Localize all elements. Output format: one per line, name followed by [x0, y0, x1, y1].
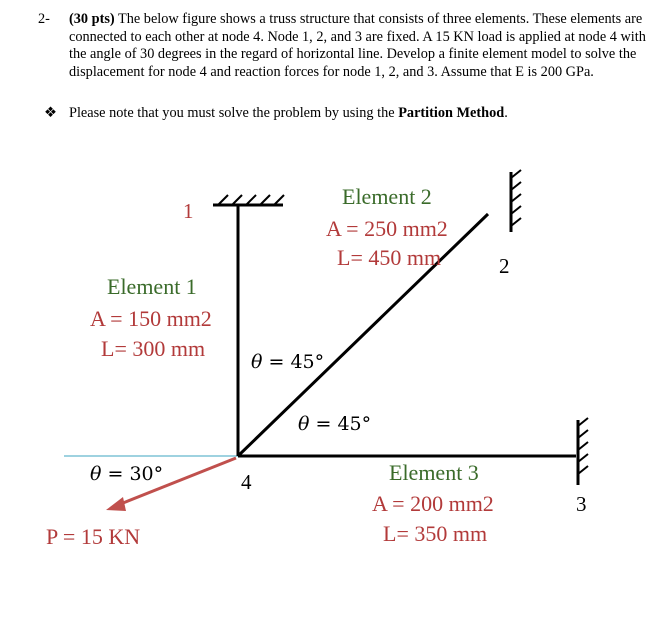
element-2-length: L= 450 mm — [337, 245, 442, 270]
load-label: P = 15 KN — [46, 524, 141, 549]
angle-label-element-2-to-3 — [298, 412, 371, 436]
angle-value: = 45° — [315, 413, 372, 435]
note-method: Partition Method — [398, 105, 505, 121]
node-1-fixed-support-icon — [213, 195, 284, 205]
element-3-name: Element 3 — [389, 460, 479, 485]
node-3-label: 3 — [576, 492, 587, 516]
element-3-area: A = 200 mm2 — [372, 491, 494, 516]
theta-symbol: θ — [251, 351, 263, 373]
element-1-area: A = 150 mm2 — [90, 306, 212, 331]
problem-number: 2- — [38, 11, 50, 27]
angle-label-load — [90, 462, 163, 486]
problem-points: (30 pts) — [69, 11, 115, 27]
element-1-name: Element 1 — [107, 274, 197, 299]
node-2-label: 2 — [499, 254, 510, 278]
node-1-label: 1 — [183, 199, 194, 223]
angle-value: = 30° — [107, 463, 164, 485]
problem-body: The below figure shows a truss structure that consists of three elements. These elements are connected to each other at node 4. Node 1, 2, and 3 are fixed. A 15 KN load is applied at node 4 with the angle of 30 degrees in the regard of horizontal line. Develop a finite element model to solve the displacement for node 4 and reaction forces for node 1, 2, and 3. Assume that E is 200 GPa. — [69, 11, 646, 80]
node-3-fixed-support-icon — [578, 418, 588, 485]
note-end: . — [504, 105, 508, 121]
note-text: Please note that you must solve the problem by using the — [69, 105, 399, 121]
theta-symbol: θ — [90, 463, 102, 485]
angle-value: = 45° — [268, 351, 325, 373]
angle-label-element-2-to-1 — [251, 350, 324, 374]
element-3-length: L= 350 mm — [383, 521, 488, 546]
diamond-bullet-icon: ❖ — [44, 105, 57, 121]
node-4-label: 4 — [241, 470, 252, 494]
element-2-name: Element 2 — [342, 184, 432, 209]
theta-symbol: θ — [298, 413, 310, 435]
node-2-fixed-support-icon — [511, 170, 521, 232]
element-1-length: L= 300 mm — [101, 336, 206, 361]
element-2-area: A = 250 mm2 — [326, 216, 448, 241]
